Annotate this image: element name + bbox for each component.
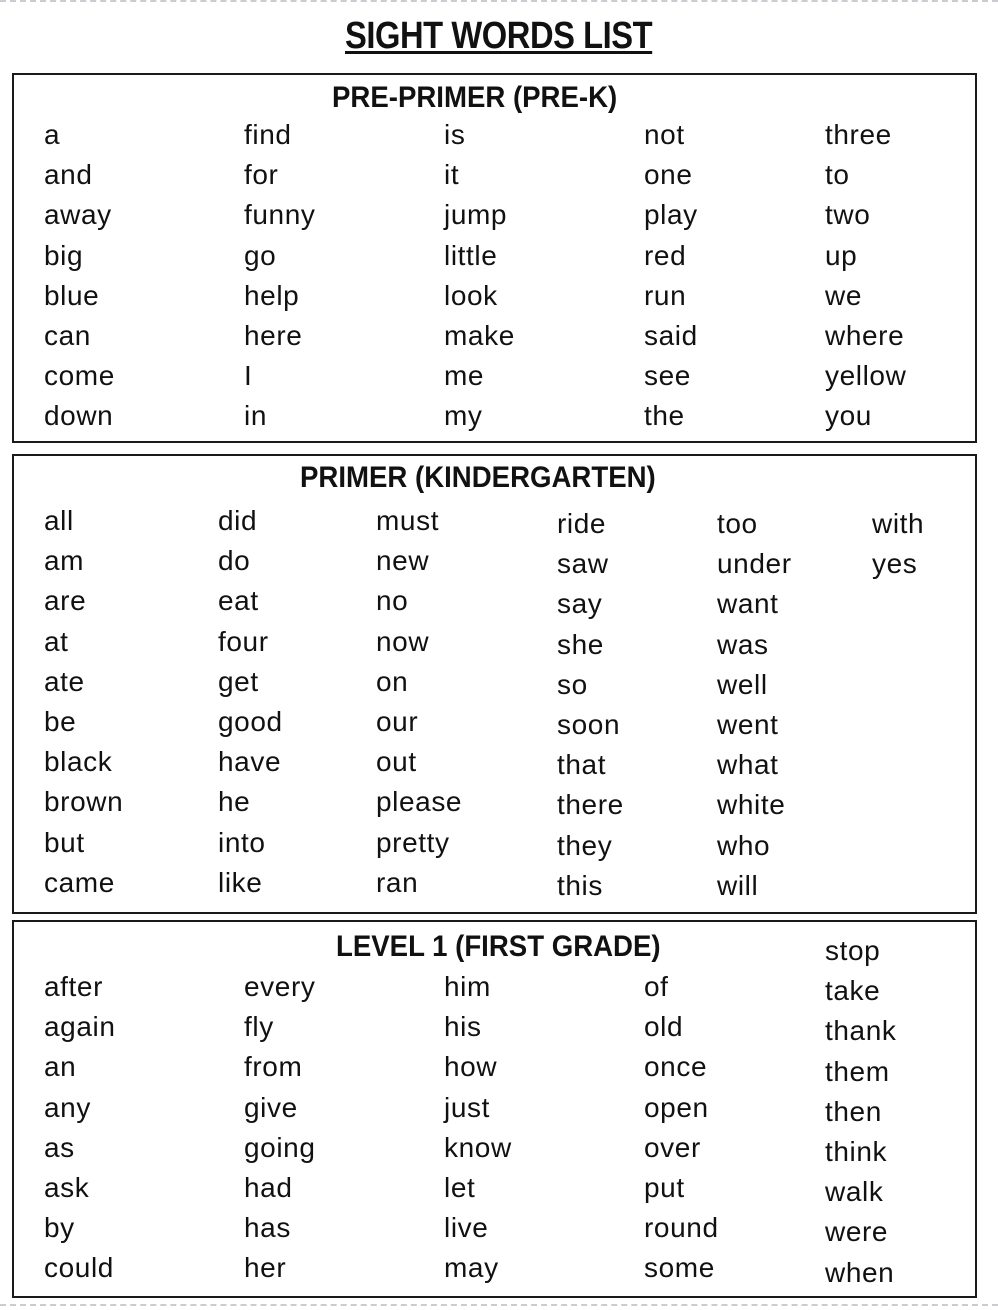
sight-word: round: [644, 1212, 719, 1244]
sight-word: jump: [444, 199, 508, 231]
sight-word: again: [44, 1011, 116, 1043]
sight-word: white: [717, 789, 786, 821]
sight-word: they: [557, 829, 613, 861]
sight-word: be: [44, 705, 77, 737]
sight-word: in: [244, 400, 267, 432]
sight-word: me: [444, 360, 485, 392]
sight-word: red: [644, 239, 687, 271]
sight-word: was: [717, 628, 769, 660]
sight-word: ask: [44, 1171, 90, 1203]
sight-word: out: [376, 746, 417, 778]
sight-word: ran: [376, 866, 419, 898]
sight-word: good: [218, 705, 283, 737]
sight-word: did: [218, 505, 258, 536]
sight-word: him: [444, 971, 491, 1002]
sight-word: them: [825, 1055, 890, 1087]
word-column-2: [244, 115, 316, 437]
word-column-4: [644, 967, 719, 1289]
sight-word: not: [644, 119, 685, 150]
sight-word: live: [444, 1212, 489, 1244]
sight-word: to: [825, 159, 850, 191]
sight-word: a: [44, 119, 61, 150]
sight-word: some: [644, 1252, 715, 1284]
sight-word: said: [644, 319, 698, 351]
section-heading-pre-primer: PRE-PRIMER (PRE-K): [332, 81, 618, 114]
sight-word: like: [218, 866, 263, 898]
sight-word: give: [244, 1091, 298, 1123]
word-column-3: [444, 115, 515, 437]
sight-word: too: [717, 508, 758, 539]
sight-word: I: [244, 360, 253, 392]
sight-word: soon: [557, 708, 621, 740]
word-column-2: [218, 501, 283, 903]
sight-word: had: [244, 1171, 293, 1203]
sight-word: after: [44, 971, 104, 1002]
sight-word: make: [444, 319, 515, 351]
sight-word: by: [44, 1212, 75, 1244]
sight-word: could: [44, 1252, 114, 1284]
sight-word: from: [244, 1051, 303, 1083]
sight-word: her: [244, 1252, 287, 1284]
section-heading-level-1: LEVEL 1 (FIRST GRADE): [336, 930, 661, 963]
sight-word: pretty: [376, 826, 450, 858]
page-bottom-dashed-border: [0, 1304, 998, 1306]
sight-word: please: [376, 786, 463, 818]
sight-word: but: [44, 826, 85, 858]
sight-word: came: [44, 866, 115, 898]
sight-word: for: [244, 159, 279, 191]
sight-word: now: [376, 625, 430, 657]
sight-word: ate: [44, 665, 85, 697]
sight-word: have: [218, 746, 282, 778]
sight-word: can: [44, 319, 91, 351]
sight-word: away: [44, 199, 112, 231]
word-column-6: [872, 504, 924, 584]
sight-word: let: [444, 1171, 476, 1203]
sight-word: at: [44, 625, 69, 657]
section-primer: [12, 454, 977, 914]
sight-word: an: [44, 1051, 77, 1083]
sight-word: then: [825, 1095, 882, 1127]
sight-word: this: [557, 869, 603, 901]
sight-word: may: [444, 1252, 499, 1284]
sight-word: one: [644, 159, 693, 191]
sight-word: are: [44, 585, 87, 617]
word-column-5: [717, 504, 792, 906]
page-top-dashed-border: [0, 0, 998, 2]
word-column-3: [444, 967, 512, 1289]
sight-word: over: [644, 1131, 701, 1163]
sight-word: little: [444, 239, 498, 271]
sight-word: two: [825, 199, 871, 231]
sight-word: the: [644, 400, 685, 432]
sight-word: he: [218, 786, 251, 818]
sight-word: our: [376, 705, 419, 737]
sight-word: we: [825, 279, 862, 311]
sight-word: no: [376, 585, 409, 617]
sight-word: fly: [244, 1011, 274, 1043]
sight-word: take: [825, 975, 881, 1007]
sight-word: old: [644, 1011, 684, 1043]
sight-word: look: [444, 279, 498, 311]
sight-word: were: [825, 1216, 889, 1248]
word-column-1: [44, 967, 116, 1289]
sight-word: thank: [825, 1015, 897, 1047]
sight-word: funny: [244, 199, 316, 231]
page-title-text: SIGHT WORDS LIST: [345, 15, 653, 57]
sight-word: has: [244, 1212, 291, 1244]
sight-word: see: [644, 360, 691, 392]
word-column-2: [244, 967, 316, 1289]
sight-word: put: [644, 1171, 685, 1203]
word-column-3: [376, 501, 462, 903]
sight-word: and: [44, 159, 93, 191]
sight-word: play: [644, 199, 698, 231]
sight-word: run: [644, 279, 687, 311]
sight-word: with: [872, 508, 925, 539]
sight-word: just: [444, 1091, 490, 1123]
sight-word: blue: [44, 279, 100, 311]
sight-word: of: [644, 971, 669, 1002]
sight-word: up: [825, 239, 858, 271]
sight-word: am: [44, 545, 85, 577]
sight-word: new: [376, 545, 430, 577]
sight-word: know: [444, 1131, 512, 1163]
sight-word: on: [376, 665, 409, 697]
sight-word: his: [444, 1011, 482, 1043]
word-column-4: [557, 504, 624, 906]
sight-word: every: [244, 971, 316, 1002]
sight-word: come: [44, 360, 115, 392]
sight-word: stop: [825, 935, 881, 966]
sight-word: once: [644, 1051, 708, 1083]
sight-word: went: [717, 708, 779, 740]
section-pre-primer: [12, 73, 977, 443]
sight-word: you: [825, 400, 872, 432]
section-level-1: [12, 920, 977, 1298]
sight-word: into: [218, 826, 266, 858]
sight-word: it: [444, 159, 460, 191]
sight-word: want: [717, 588, 779, 620]
sight-word: she: [557, 628, 604, 660]
sight-word: who: [717, 829, 771, 861]
sight-word: under: [717, 548, 792, 580]
sight-word: my: [444, 400, 483, 432]
sight-word: walk: [825, 1176, 884, 1208]
sight-word: black: [44, 746, 113, 778]
sight-word: is: [444, 119, 466, 150]
sight-word: saw: [557, 548, 609, 580]
sight-word: big: [44, 239, 84, 271]
sight-word: brown: [44, 786, 124, 818]
sight-word: say: [557, 588, 603, 620]
sight-word: yellow: [825, 360, 907, 392]
sight-word: where: [825, 319, 905, 351]
word-column-5: [825, 115, 906, 437]
sight-word: eat: [218, 585, 259, 617]
sight-word: so: [557, 668, 588, 700]
section-heading-primer: PRIMER (KINDERGARTEN): [300, 461, 656, 494]
sight-word: yes: [872, 548, 918, 580]
sight-word: get: [218, 665, 259, 697]
sight-word: that: [557, 749, 607, 781]
sight-word: any: [44, 1091, 91, 1123]
sight-word: do: [218, 545, 251, 577]
sight-word: will: [717, 869, 759, 901]
sight-word: here: [244, 319, 303, 351]
sight-word: how: [444, 1051, 498, 1083]
sight-word: must: [376, 505, 440, 536]
sight-word: there: [557, 789, 624, 821]
sight-word: find: [244, 119, 292, 150]
word-column-4: [644, 115, 698, 437]
sight-word: help: [244, 279, 300, 311]
sight-word: open: [644, 1091, 709, 1123]
sight-word: down: [44, 400, 114, 432]
word-column-1: [44, 115, 115, 437]
sight-word: when: [825, 1256, 895, 1288]
sight-word: think: [825, 1135, 888, 1167]
sight-word: all: [44, 505, 74, 536]
sight-word: well: [717, 668, 768, 700]
sight-word: ride: [557, 508, 607, 539]
word-column-5: [825, 931, 897, 1293]
sight-word: going: [244, 1131, 316, 1163]
sight-word: as: [44, 1131, 75, 1163]
sight-word: three: [825, 119, 892, 150]
page-title: [0, 14, 998, 58]
word-column-1: [44, 501, 123, 903]
sight-word: what: [717, 749, 779, 781]
sight-word: go: [244, 239, 277, 271]
sight-word: four: [218, 625, 269, 657]
